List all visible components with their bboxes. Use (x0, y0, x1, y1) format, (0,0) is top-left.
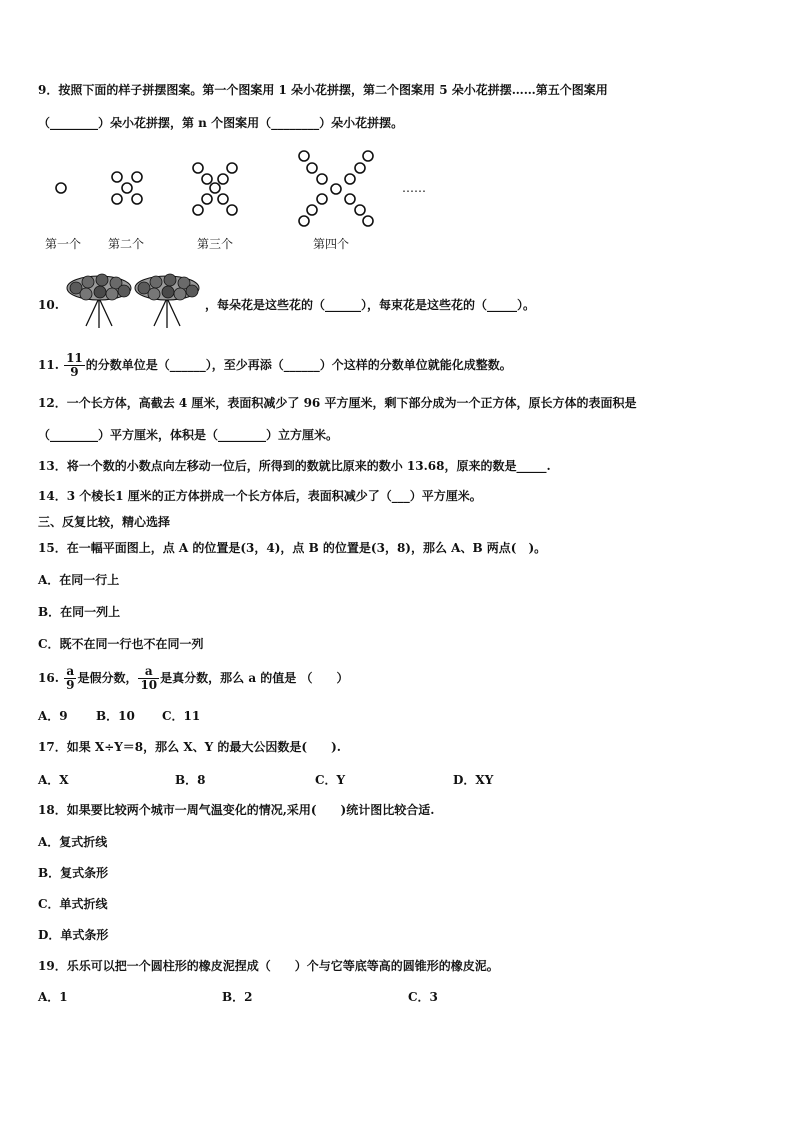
q19-text: 19．乐乐可以把一个圆柱形的橡皮泥捏成（ ）个与它等底等高的圆锥形的橡皮泥。 (38, 959, 499, 973)
q10-text: ，每朵花是这些花的（______），每束花是这些花的（_____）。 (205, 298, 536, 312)
flower-circle (355, 163, 365, 173)
q19-option-b[interactable]: B．2 (222, 990, 253, 1004)
q9-line2: （________）朵小花拼摆，第 n 个图案用（________）朵小花拼摆。 (38, 116, 404, 130)
q16-mid-text: 是假分数， (77, 671, 138, 685)
q18-option-a[interactable]: A．复式折线 (38, 835, 108, 849)
q16-end-text: 是真分数，那么 a 的值是 （ ） (160, 671, 349, 685)
q18-text: 18．如果要比较两个城市一周气温变化的情况,采用( )统计图比较合适. (38, 803, 435, 817)
bouquet-2 (135, 274, 199, 328)
q11-fraction (64, 352, 85, 379)
q12-line1: 12．一个长方体，高截去 4 厘米，表面积减少了 96 平方厘米，剩下部分成为一个正方体，原长方体的表面积是 (38, 396, 637, 410)
q11-line (38, 350, 512, 380)
q18-option-b[interactable]: B．复式条形 (38, 866, 109, 880)
q13-text: 13．将一个数的小数点向左移动一位后，所得到的数就比原来的数小 13.68，原来的数是_____. (38, 459, 551, 473)
flower-circle (227, 163, 237, 173)
flower-circle (132, 172, 142, 182)
bouquet-1 (67, 274, 131, 328)
q15-option-a[interactable]: A．在同一行上 (38, 573, 120, 587)
q12-line2: （________）平方厘米，体积是（________）立方厘米。 (38, 428, 339, 442)
flower-circle (345, 174, 355, 184)
q16-line (38, 663, 348, 693)
pattern-4-figure (299, 151, 373, 226)
q16-fraction-2 (138, 665, 159, 692)
flower-circle (218, 174, 228, 184)
q11-number: 11. (38, 358, 59, 372)
flower-circle (112, 172, 122, 182)
q11-text: 的分数单位是（______），至少再添（______）个这样的分数单位就能化成整数。 (85, 358, 512, 372)
pattern-2-figure (112, 172, 142, 204)
q16-option-b[interactable]: B．10 (96, 709, 135, 723)
flower-circle (299, 216, 309, 226)
flower-bouquets-image (64, 270, 204, 330)
flower-circle (218, 194, 228, 204)
flower-circle (355, 205, 365, 215)
q9-ellipsis: …… (402, 181, 426, 195)
flower-circle (193, 205, 203, 215)
q10-number: 10. (38, 298, 59, 312)
q19-option-a[interactable]: A．1 (38, 990, 68, 1004)
flower-circle (132, 194, 142, 204)
q16-option-a[interactable]: A．9 (38, 709, 68, 723)
q17-text: 17．如果 X÷Y＝8，那么 X、Y 的最大公因数是( ). (38, 740, 341, 754)
flower-circle (307, 163, 317, 173)
flower-circle (193, 163, 203, 173)
q16-frac1-denominator: 9 (66, 678, 75, 692)
q16-number: 16. (38, 671, 59, 685)
q16-frac2-denominator: 10 (140, 678, 158, 692)
section-heading: 三、反复比较，精心选择 (38, 515, 171, 529)
flower-circle (112, 194, 122, 204)
q11-frac-denominator: 9 (70, 365, 79, 379)
q17-option-c[interactable]: C．Y (315, 773, 346, 787)
pattern-3-figure (193, 163, 237, 215)
q16-fraction-1 (64, 665, 76, 692)
q19-option-c[interactable]: C．3 (408, 990, 438, 1004)
q15-text: 15．在一幅平面图上，点 A 的位置是(3，4)，点 B 的位置是(3，8)，那么 A、B 两点( )。 (38, 541, 547, 555)
flower-circle (202, 194, 212, 204)
q9-line1: 9．按照下面的样子拼摆图案。第一个图案用 1 朵小花拼摆，第二个图案用 5 朵小花拼摆……第五个图案用 (38, 83, 608, 97)
q17-option-a[interactable]: A．X (38, 773, 69, 787)
q16-frac1-numerator: a (64, 665, 76, 679)
flower-circle (317, 194, 327, 204)
flower-circle (345, 194, 355, 204)
flower-circle (56, 183, 66, 193)
q18-option-d[interactable]: D．单式条形 (38, 928, 109, 942)
q11-frac-numerator: 11 (66, 351, 83, 365)
pattern-1-figure (56, 183, 66, 193)
q16-frac2-numerator: a (138, 665, 159, 679)
caption-first: 第一个 (45, 237, 82, 251)
q15-option-c[interactable]: C．既不在同一行也不在同一列 (38, 637, 204, 651)
flower-circle (299, 151, 309, 161)
flower-circle (202, 174, 212, 184)
flower-circle (317, 174, 327, 184)
q15-option-b[interactable]: B．在同一列上 (38, 605, 121, 619)
q14-text: 14．3 个棱长1 厘米的正方体拼成一个长方体后，表面积减少了（___）平方厘米。 (38, 489, 482, 503)
q18-option-c[interactable]: C．单式折线 (38, 897, 108, 911)
q16-option-c[interactable]: C．11 (162, 709, 201, 723)
flower-circle (210, 183, 220, 193)
caption-second: 第二个 (108, 237, 145, 251)
flower-circle (363, 216, 373, 226)
flower-circle (331, 184, 341, 194)
q17-option-b[interactable]: B．8 (175, 773, 206, 787)
pattern-figures (40, 148, 460, 228)
flower-circle (122, 183, 132, 193)
flower-circle (307, 205, 317, 215)
flower-circle (227, 205, 237, 215)
caption-fourth: 第四个 (313, 237, 350, 251)
q17-option-d[interactable]: D．XY (453, 773, 494, 787)
caption-third: 第三个 (197, 237, 234, 251)
flower-circle (363, 151, 373, 161)
